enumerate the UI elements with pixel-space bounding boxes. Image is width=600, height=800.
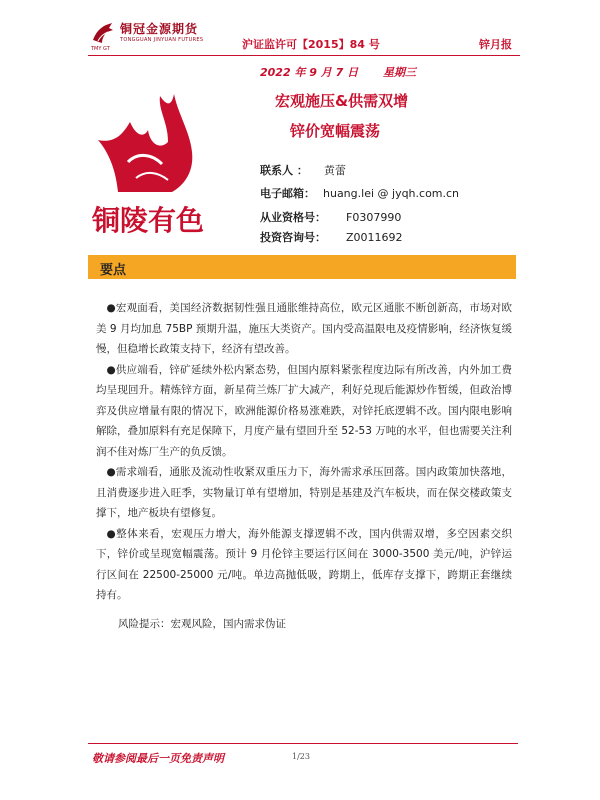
logo-english-name: TONGGUAN JINYUAN FUTURES — [120, 37, 204, 43]
qualification-number: F0307990 — [346, 211, 402, 224]
report-date: 2022 年 9 月 7 日 — [260, 66, 359, 79]
footer-divider — [88, 743, 518, 744]
consult-row — [260, 229, 403, 245]
key-points-section-bar — [88, 255, 516, 279]
company-logo — [88, 14, 208, 54]
page-number: 1/23 — [292, 752, 310, 761]
page-header — [88, 14, 520, 56]
calligraphy-text: 铜陵有色 — [92, 204, 205, 237]
contact-email-row — [260, 185, 459, 201]
paragraph-macro: ●宏观面看，美国经济数据韧性强且通胀维持高位，欧元区通胀不断创新高，市场对欧美 9 月均加息 75BP 预期升温，施压大类资产。国内受高温限电及疫情影响，经济恢复缓慢，但稳增长政策支持下，经济有望改善。 — [96, 302, 512, 355]
report-title-line1: 宏观施压&供需双增 — [275, 92, 409, 110]
contact-email: huang.lei @ jyqh.com.cn — [323, 187, 460, 200]
report-type: 锌月报 — [479, 38, 512, 51]
paragraph-demand: ●需求端看，通胀及流动性收紧双重压力下，海外需求承压回落。国内政策加快落地，且消费逐步进入旺季，实物量订单有望增加，特别是基建及汽车板块，而在保交楼政策支撑下，地产板块有望修复。 — [96, 466, 512, 519]
contact-email-label: 电子邮箱： — [260, 187, 315, 200]
paragraph-supply: ●供应端看，锌矿延续外松内紧态势，但国内原料紧张程度边际有所改善，内外加工费均呈现回升。精炼锌方面，新星荷兰炼厂扩大减产，利好兑现后能源炒作暂缓，但政治博弈及供应增量有限的情况下，欧洲能源价格易涨难跌，对锌托底逻辑不改。国内限电影响解除，叠加原料有充足保障下，月度产量有望回升至 52-53 万吨的水平，但也需要关注利润不佳对炼厂生产的负反馈。 — [96, 363, 512, 458]
key-points-body — [96, 298, 512, 606]
logo-subtext: TMY GT — [91, 46, 110, 52]
section-title: 要点 — [100, 263, 127, 278]
consult-label: 投资咨询号： — [260, 231, 326, 244]
horse-calligraphy-art — [88, 92, 228, 242]
qualification-label: 从业资格号： — [260, 211, 326, 224]
contact-name: 黄蕾 — [323, 164, 346, 177]
contact-name-row — [260, 162, 346, 178]
report-weekday: 星期三 — [383, 66, 416, 79]
disclaimer-notice: 敬请参阅最后一页免责声明 — [92, 752, 224, 765]
qualification-row — [260, 209, 401, 225]
report-title-line2: 锌价宽幅震荡 — [290, 122, 381, 140]
risk-warning: 风险提示：宏观风险，国内需求伪证 — [118, 618, 286, 630]
consult-number: Z0011692 — [346, 231, 403, 244]
logo-chinese-name: 铜冠金源期货 — [120, 22, 199, 36]
license-number: 沪证监许可【2015】84 号 — [242, 38, 380, 51]
paragraph-summary: ●整体来看，宏观压力增大，海外能源支撑逻辑不改，国内供需双增，多空因素交织下，锌价或呈现宽幅震荡。预计 9 月伦锌主要运行区间在 3000-3500 美元/吨，沪锌运行区间在 22500-25000 元/吨。单边高抛低吸，跨期上，低库存支撑下，跨期正套继续持有。 — [96, 527, 512, 601]
horse-logo-icon — [90, 20, 116, 46]
contact-name-label: 联系人 ： — [260, 164, 308, 177]
